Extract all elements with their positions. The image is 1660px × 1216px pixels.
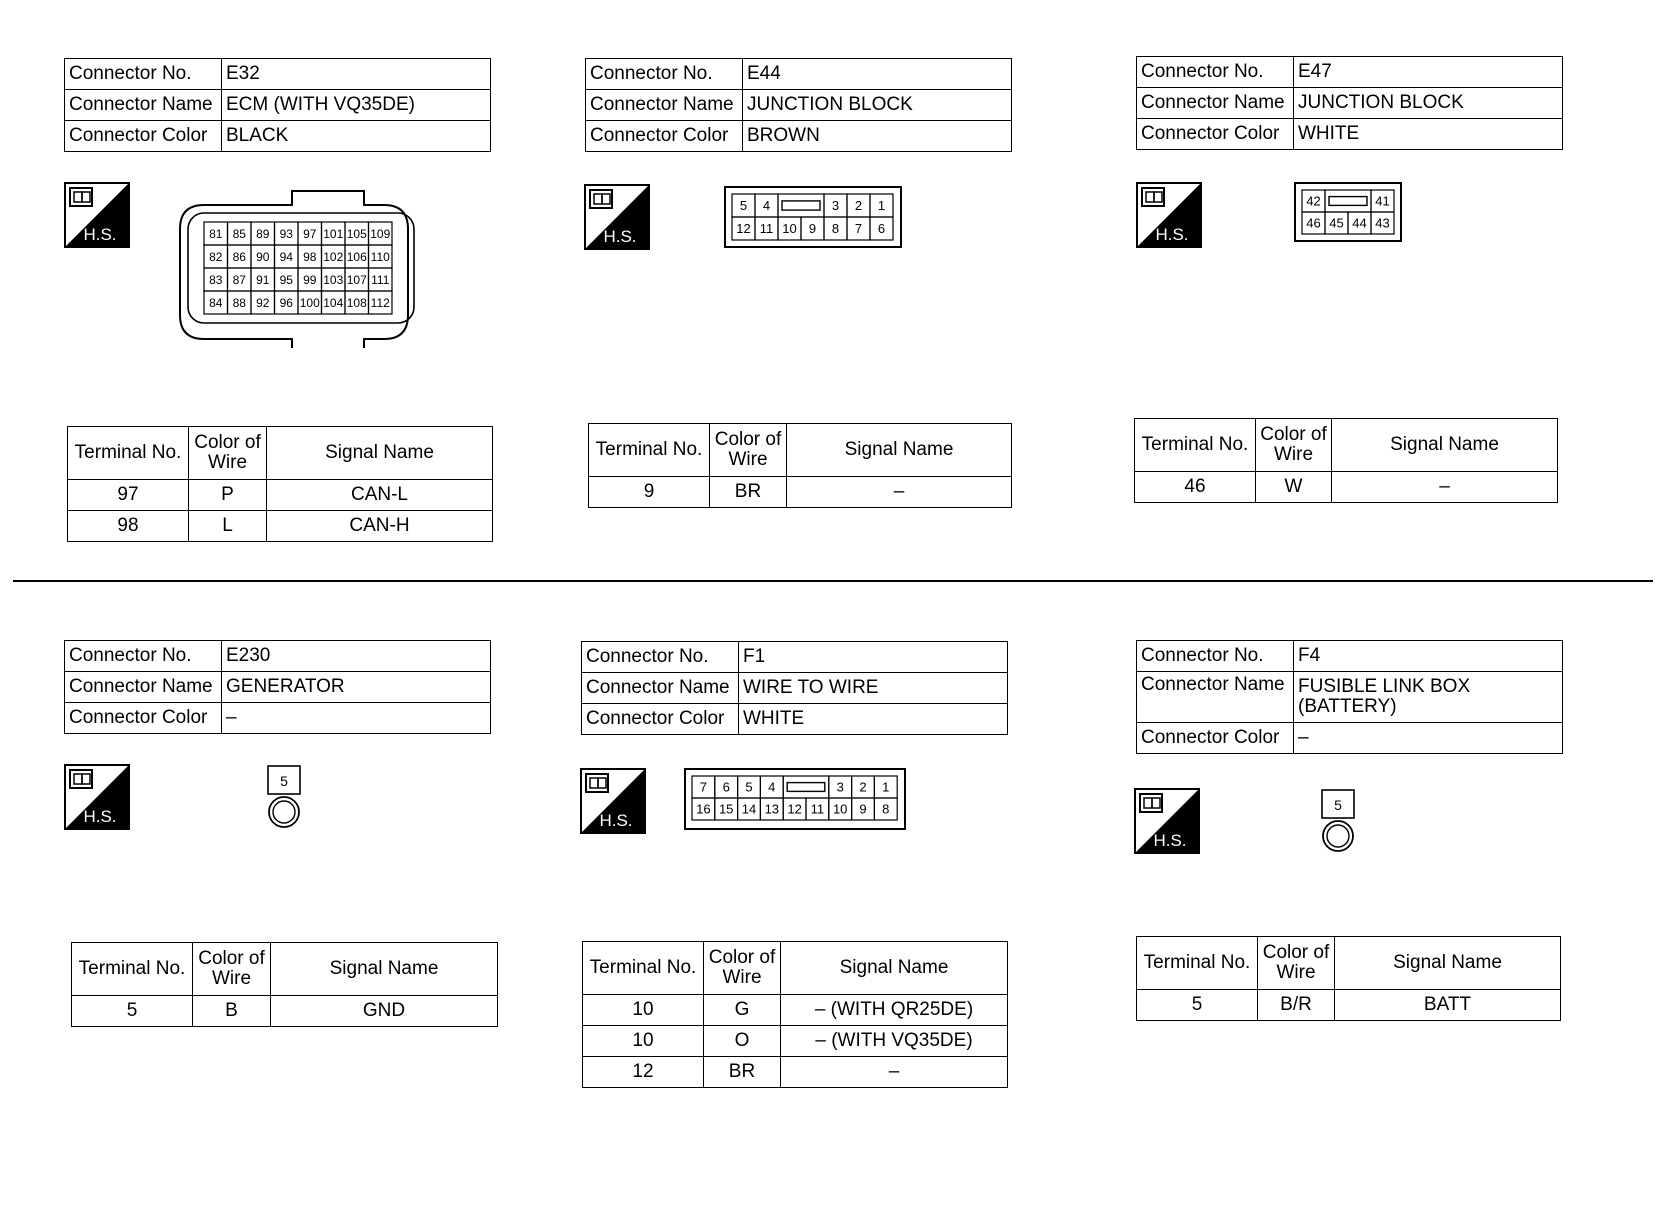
pin-number: 112 bbox=[370, 295, 390, 310]
connector-e32-terminal-table bbox=[67, 426, 493, 542]
pin-number: 104 bbox=[323, 295, 344, 310]
connector-no-value: F1 bbox=[739, 642, 1008, 673]
hs-label: H.S. bbox=[83, 807, 117, 826]
terminal-no-header: Terminal No. bbox=[68, 427, 189, 480]
signal-name-header: Signal Name bbox=[781, 942, 1008, 995]
wire-color-header: Color of Wire bbox=[704, 942, 781, 995]
connector-color-label: Connector Color bbox=[582, 704, 739, 735]
connector-no-value: E44 bbox=[743, 59, 1012, 90]
pin-number: 5 bbox=[280, 773, 288, 789]
pin-number: 101 bbox=[323, 226, 344, 241]
pin-number: 107 bbox=[346, 272, 367, 287]
connector-name-label: Connector Name bbox=[65, 672, 222, 703]
signal-name: GND bbox=[271, 996, 498, 1027]
pin-number: 10 bbox=[832, 801, 848, 817]
signal-name-header: Signal Name bbox=[1332, 419, 1558, 472]
signal-name-header: Signal Name bbox=[271, 943, 498, 996]
pin-number: 1 bbox=[877, 198, 886, 214]
connector-name-label: Connector Name bbox=[65, 90, 222, 121]
pin-number: 1 bbox=[882, 779, 890, 795]
terminal-no-header: Terminal No. bbox=[1137, 937, 1258, 990]
connector-no-label: Connector No. bbox=[1137, 57, 1294, 88]
connector-name-value: JUNCTION BLOCK bbox=[743, 90, 1012, 121]
latch-slot bbox=[1325, 190, 1371, 212]
pin-number: 97 bbox=[303, 226, 317, 241]
pin-number: 96 bbox=[279, 295, 293, 310]
connector-no-label: Connector No. bbox=[65, 59, 222, 90]
signal-name: – (WITH VQ35DE) bbox=[781, 1026, 1008, 1057]
wire-color-header: Color of Wire bbox=[1256, 419, 1332, 472]
latch-slot bbox=[778, 194, 824, 217]
pin-number: 5 bbox=[739, 198, 748, 214]
pin-number: 8 bbox=[831, 221, 840, 237]
table-row bbox=[589, 477, 1012, 508]
connector-no-value: E32 bbox=[222, 59, 491, 90]
pin-number: 13 bbox=[764, 801, 780, 817]
pin-number: 88 bbox=[232, 295, 246, 310]
pin-number: 106 bbox=[346, 249, 367, 264]
hs-label: H.S. bbox=[603, 227, 637, 246]
pin-number: 5 bbox=[745, 779, 753, 795]
connector-no-label: Connector No. bbox=[65, 641, 222, 672]
pin-number: 84 bbox=[209, 295, 223, 310]
pin-number: 16 bbox=[696, 801, 711, 817]
connector-name-label: Connector Name bbox=[586, 90, 743, 121]
connector-no-value: E47 bbox=[1294, 57, 1563, 88]
hs-connector-icon bbox=[584, 184, 650, 250]
pin-grid bbox=[732, 194, 893, 240]
pin-number: 12 bbox=[736, 221, 751, 237]
pin-number: 4 bbox=[768, 779, 776, 795]
table-row bbox=[68, 511, 493, 542]
terminal-no: 9 bbox=[589, 477, 710, 508]
connector-no-label: Connector No. bbox=[1137, 641, 1294, 672]
signal-name-header: Signal Name bbox=[787, 424, 1012, 477]
connector-e44-info-table bbox=[585, 58, 1012, 152]
connector-color-label: Connector Color bbox=[586, 121, 743, 152]
pin-number: 5 bbox=[1334, 797, 1342, 813]
connector-e230-terminal-diagram bbox=[264, 764, 304, 830]
connector-name-value: FUSIBLE LINK BOX (BATTERY) bbox=[1294, 672, 1563, 723]
signal-name: CAN-L bbox=[267, 480, 493, 511]
pin-number: 3 bbox=[836, 779, 844, 795]
connector-no-value: F4 bbox=[1294, 641, 1563, 672]
terminal-no: 12 bbox=[583, 1057, 704, 1088]
wire-color-header: Color of Wire bbox=[710, 424, 787, 477]
connector-name-value: ECM (WITH VQ35DE) bbox=[222, 90, 491, 121]
connector-no-label: Connector No. bbox=[582, 642, 739, 673]
pin-number: 41 bbox=[1375, 193, 1390, 209]
latch-slot bbox=[783, 776, 829, 798]
pin-number: 6 bbox=[722, 779, 730, 795]
signal-name: – bbox=[781, 1057, 1008, 1088]
pin-number: 4 bbox=[762, 198, 771, 214]
pin-number: 9 bbox=[859, 801, 867, 817]
connector-color-value: BROWN bbox=[743, 121, 1012, 152]
connector-no-value: E230 bbox=[222, 641, 491, 672]
pin-grid bbox=[692, 776, 897, 820]
connector-color-value: – bbox=[222, 703, 491, 734]
table-row bbox=[583, 995, 1008, 1026]
connector-e47-info-table bbox=[1136, 56, 1563, 150]
wire-color-header: Color of Wire bbox=[1258, 937, 1335, 990]
section-divider bbox=[13, 580, 1653, 582]
latch-bar bbox=[787, 783, 825, 792]
pin-number: 83 bbox=[209, 272, 223, 287]
pin-number: 12 bbox=[787, 801, 802, 817]
table-row bbox=[68, 480, 493, 511]
signal-name: – (WITH QR25DE) bbox=[781, 995, 1008, 1026]
hs-connector-icon bbox=[64, 182, 130, 248]
pin-number: 86 bbox=[232, 249, 246, 264]
terminal-no-header: Terminal No. bbox=[1135, 419, 1256, 472]
connector-color-value: – bbox=[1294, 723, 1563, 754]
hs-label: H.S. bbox=[1155, 225, 1189, 244]
wire-color: BR bbox=[710, 477, 787, 508]
wire-color-header: Color of Wire bbox=[189, 427, 267, 480]
pin-number: 6 bbox=[877, 221, 886, 237]
connector-e230-info-table bbox=[64, 640, 491, 734]
pin-number: 82 bbox=[209, 249, 223, 264]
terminal-no: 10 bbox=[583, 995, 704, 1026]
connector-f4-terminal-table bbox=[1136, 936, 1561, 1021]
wire-color: B/R bbox=[1258, 990, 1335, 1021]
connector-color-value: BLACK bbox=[222, 121, 491, 152]
latch-bar bbox=[1329, 197, 1367, 206]
terminal-no: 98 bbox=[68, 511, 189, 542]
terminal-no: 46 bbox=[1135, 472, 1256, 503]
wire-color: W bbox=[1256, 472, 1332, 503]
connector-color-label: Connector Color bbox=[65, 121, 222, 152]
connector-name-label: Connector Name bbox=[1137, 88, 1294, 119]
pin-number: 15 bbox=[718, 801, 734, 817]
connector-name-value: GENERATOR bbox=[222, 672, 491, 703]
terminal-no-header: Terminal No. bbox=[72, 943, 193, 996]
signal-name: CAN-H bbox=[267, 511, 493, 542]
wire-color: L bbox=[189, 511, 267, 542]
hs-connector-icon bbox=[1136, 182, 1202, 248]
connector-f4-info-table bbox=[1136, 640, 1563, 754]
connector-e44-pin-diagram bbox=[724, 186, 902, 248]
hs-label: H.S. bbox=[599, 811, 633, 830]
connector-no-label: Connector No. bbox=[586, 59, 743, 90]
wire-color-header: Color of Wire bbox=[193, 943, 271, 996]
wire-color: G bbox=[704, 995, 781, 1026]
pin-number: 11 bbox=[759, 221, 774, 237]
pin-number: 109 bbox=[370, 226, 391, 241]
table-row bbox=[1135, 472, 1558, 503]
pin-number: 102 bbox=[323, 249, 344, 264]
pin-number: 3 bbox=[831, 198, 840, 214]
connector-e47-pin-diagram bbox=[1294, 182, 1402, 242]
hs-label: H.S. bbox=[83, 225, 117, 244]
table-row bbox=[1137, 990, 1561, 1021]
hs-connector-icon bbox=[580, 768, 646, 834]
pin-number: 81 bbox=[209, 226, 223, 241]
pin-number: 111 bbox=[371, 272, 390, 287]
pin-number: 94 bbox=[279, 249, 293, 264]
connector-color-value: WHITE bbox=[1294, 119, 1563, 150]
pin-number: 110 bbox=[370, 249, 390, 264]
pin-number: 7 bbox=[699, 779, 708, 795]
terminal-no: 5 bbox=[72, 996, 193, 1027]
hs-label: H.S. bbox=[1153, 831, 1187, 850]
pin-number: 98 bbox=[303, 249, 317, 264]
signal-name: – bbox=[1332, 472, 1558, 503]
connector-e47-terminal-table bbox=[1134, 418, 1558, 503]
pin-grid bbox=[204, 222, 392, 314]
table-row bbox=[72, 996, 498, 1027]
signal-name: – bbox=[787, 477, 1012, 508]
connector-f4-terminal-diagram bbox=[1318, 788, 1358, 854]
connector-name-value: JUNCTION BLOCK bbox=[1294, 88, 1563, 119]
signal-name-header: Signal Name bbox=[267, 427, 493, 480]
wire-color: BR bbox=[704, 1057, 781, 1088]
pin-number: 100 bbox=[299, 295, 320, 310]
connector-e44-terminal-table bbox=[588, 423, 1012, 508]
terminal-no: 97 bbox=[68, 480, 189, 511]
hs-connector-icon bbox=[64, 764, 130, 830]
connector-color-label: Connector Color bbox=[65, 703, 222, 734]
pin-number: 43 bbox=[1375, 215, 1390, 231]
latch-bar bbox=[782, 201, 820, 210]
pin-number: 89 bbox=[256, 226, 270, 241]
connector-color-label: Connector Color bbox=[1137, 119, 1294, 150]
wire-color: B bbox=[193, 996, 271, 1027]
terminal-no-header: Terminal No. bbox=[583, 942, 704, 995]
pin-number: 46 bbox=[1306, 215, 1321, 231]
pin-number: 2 bbox=[854, 198, 863, 214]
connector-e32-pin-diagram bbox=[174, 188, 434, 348]
signal-name: BATT bbox=[1335, 990, 1561, 1021]
pin-grid bbox=[1302, 190, 1394, 234]
pin-number: 7 bbox=[854, 221, 863, 237]
pin-number: 103 bbox=[323, 272, 344, 287]
pin-number: 99 bbox=[303, 272, 317, 287]
connector-color-label: Connector Color bbox=[1137, 723, 1294, 754]
connector-name-label: Connector Name bbox=[582, 673, 739, 704]
hs-connector-icon bbox=[1134, 788, 1200, 854]
pin-number: 42 bbox=[1306, 193, 1321, 209]
pin-number: 11 bbox=[810, 801, 825, 817]
connector-f1-pin-diagram bbox=[684, 768, 906, 830]
pin-number: 108 bbox=[346, 295, 367, 310]
wire-color: P bbox=[189, 480, 267, 511]
pin-number: 93 bbox=[279, 226, 293, 241]
pin-number: 105 bbox=[346, 226, 367, 241]
signal-name-header: Signal Name bbox=[1335, 937, 1561, 990]
pin-number: 44 bbox=[1352, 215, 1367, 231]
pin-number: 91 bbox=[256, 272, 270, 287]
pin-number: 92 bbox=[256, 295, 270, 310]
pin-number: 85 bbox=[232, 226, 246, 241]
pin-number: 2 bbox=[859, 779, 867, 795]
connector-name-label: Connector Name bbox=[1137, 672, 1294, 723]
terminal-no: 10 bbox=[583, 1026, 704, 1057]
pin-number: 10 bbox=[782, 221, 797, 237]
table-row bbox=[583, 1026, 1008, 1057]
pin-number: 95 bbox=[279, 272, 293, 287]
terminal-no: 5 bbox=[1137, 990, 1258, 1021]
pin-number: 9 bbox=[808, 221, 817, 237]
pin-number: 90 bbox=[256, 249, 270, 264]
connector-f1-info-table bbox=[581, 641, 1008, 735]
table-row bbox=[583, 1057, 1008, 1088]
pin-number: 8 bbox=[882, 801, 890, 817]
wire-color: O bbox=[704, 1026, 781, 1057]
connector-e230-terminal-table bbox=[71, 942, 498, 1027]
connector-e32-info-table bbox=[64, 58, 491, 152]
connector-f1-terminal-table bbox=[582, 941, 1008, 1088]
connector-name-value: WIRE TO WIRE bbox=[739, 673, 1008, 704]
terminal-no-header: Terminal No. bbox=[589, 424, 710, 477]
pin-number: 87 bbox=[232, 272, 246, 287]
connector-color-value: WHITE bbox=[739, 704, 1008, 735]
pin-number: 14 bbox=[741, 801, 757, 817]
pin-number: 45 bbox=[1329, 215, 1344, 231]
